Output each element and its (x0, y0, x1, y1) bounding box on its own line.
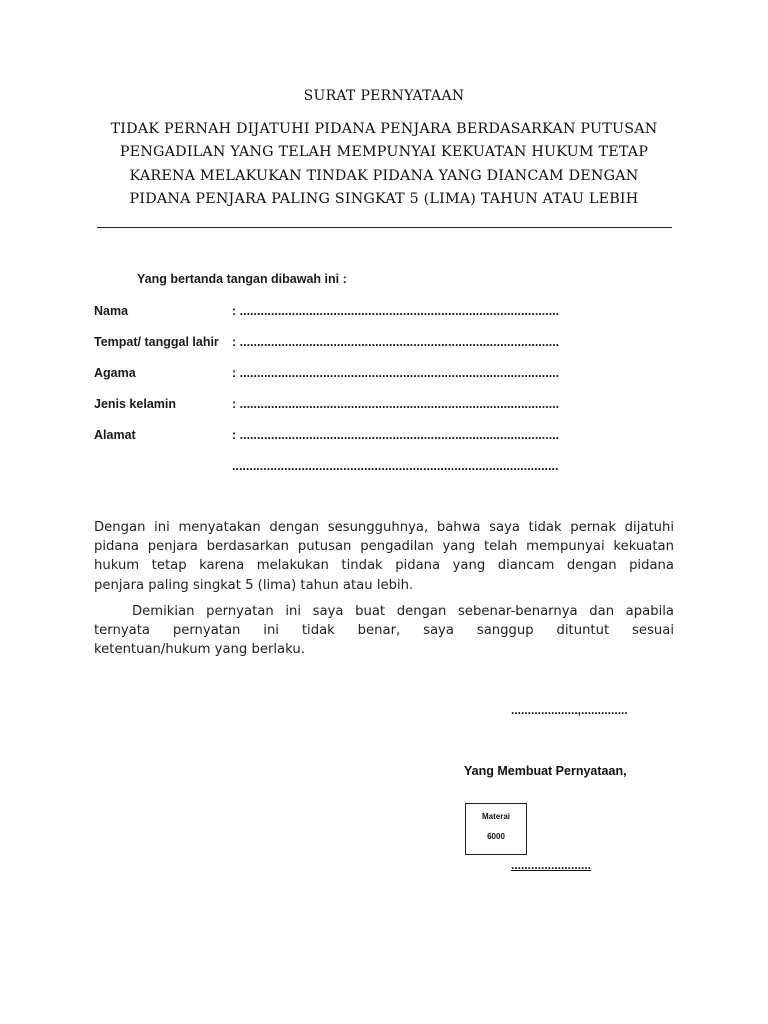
field-blank: : ............................................................................................ (232, 366, 560, 380)
materai-stamp-box (465, 803, 527, 855)
document-subtitle (96, 118, 672, 211)
paragraph-line: ketentuan/hukum yang berlaku. (94, 642, 305, 658)
intro-text: Yang bertanda tangan dibawah ini : (137, 272, 347, 286)
document-title: SURAT PERNYATAAN (303, 88, 465, 104)
field-blank: .............................................................................................. (232, 459, 559, 473)
statement-paragraph (94, 518, 674, 595)
place-date-blank: ....................,.............. (511, 703, 628, 717)
closing-paragraph (94, 602, 674, 660)
horizontal-divider (97, 227, 672, 228)
subtitle-line: PENGADILAN YANG TELAH MEMPUNYAI KEKUATAN HUKUM TETAP (119, 144, 649, 161)
paragraph-line: penjara paling singkat 5 (lima) tahun atau lebih. (94, 577, 414, 593)
subtitle-line: KARENA MELAKUKAN TINDAK PIDANA YANG DIANCAM DENGAN (129, 167, 639, 184)
field-label: Agama (94, 366, 136, 380)
paragraph-line: Dengan ini menyatakan dengan sesungguhnya, bahwa saya tidak pernak dijatuhi (94, 520, 674, 535)
subtitle-line: TIDAK PERNAH DIJATUHI PIDANA PENJARA BERDASARKAN PUTUSAN (110, 121, 658, 137)
signer-label: Yang Membuat Pernyataan, (464, 764, 627, 778)
field-blank: : ............................................................................................ (232, 397, 560, 411)
field-blank: : ............................................................................................ (232, 428, 560, 442)
field-label: Alamat (94, 428, 136, 442)
paragraph-line: Demikian pernyatan ini saya buat dengan sebenar-benarnya dan apabila (132, 604, 674, 619)
field-label: Tempat/ tanggal lahir (94, 335, 219, 349)
field-blank: : ............................................................................................ (232, 304, 560, 318)
paragraph-line: hukum tetap karena melakukan tindak pidana yang diancam dengan pidana (94, 558, 674, 574)
field-blank: : ............................................................................................ (232, 335, 560, 349)
stamp-value: 6000 (487, 832, 505, 841)
paragraph-line: pidana penjara berdasarkan putusan pengadilan yang telah mempunyai kekuatan (94, 539, 674, 555)
stamp-label: Materai (481, 812, 510, 821)
field-label: Nama (94, 304, 129, 318)
paragraph-line: ternyata pernyatan ini tidak benar, saya sanggup dituntut sesuai (94, 623, 674, 639)
field-label: Jenis kelamin (94, 397, 176, 411)
signature-line: ........................ (511, 858, 592, 872)
subtitle-line: PIDANA PENJARA PALING SINGKAT 5 (LIMA) TAHUN ATAU LEBIH (129, 190, 639, 207)
